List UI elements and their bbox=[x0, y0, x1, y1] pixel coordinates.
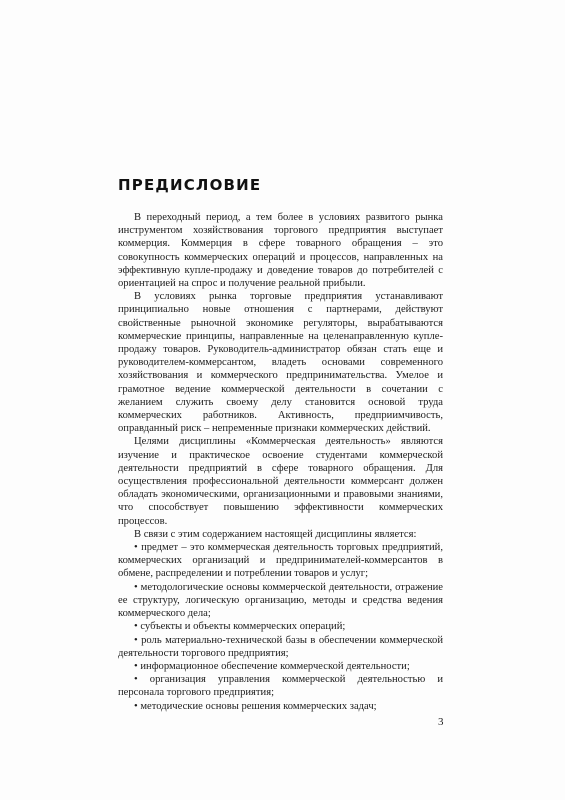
list-item: • методические основы решения коммерческих задач; bbox=[134, 700, 377, 712]
list-item: • методологические основы коммерческой деятельности, отражение ее структуру, логическую организацию, методы и средства ведения коммерческого дела; bbox=[118, 581, 443, 620]
list-item: • информационное обеспечение коммерческой деятельности; bbox=[134, 660, 410, 672]
page-number: 3 bbox=[438, 716, 444, 728]
list-item: • предмет – это коммерческая деятельность торговых предприятий, коммерческих организаций и предпринимателей-коммерсантов в обмене, распределении и потреблении товаров и услуг; bbox=[118, 542, 443, 580]
paragraph: В условиях рынка торговые предприятия устанавливают принципиально новые отношения с партнерами, действуют свойственные рыночной экономике регуляторы, вырабатываются коммерческие принципы, направленные на целенаправленную купле-продажу товаров. Руководитель-администратор обязан стать еще и руководителем-коммерсантом, владеть основами современного хозяйствования и коммерческого предпринимательства. Умелое и грамотное ведение коммерческой деятельности в сочетании с желанием служить своему делу становится основой труда коммерческих работников. Активность, предприимчивость, оправданный риск – непременные признаки коммерческих действий. bbox=[118, 291, 443, 435]
page-title: ПРЕДИСЛОВИЕ bbox=[118, 176, 262, 194]
list-item: • субъекты и объекты коммерческих операций; bbox=[134, 621, 346, 633]
paragraph: Целями дисциплины «Коммерческая деятельность» являются изучение и практическое освоение студентами коммерческой деятельности предприятий в сфере товарного обращения. Для осуществления профессиональной деятельности коммерсант должен обладать экономическими, организационными и правовыми знаниями, что способствует повышению эффективности коммерческих процессов. bbox=[118, 436, 443, 527]
list-item: • роль материально-технической базы в обеспечении коммерческой деятельности торгового предприятия; bbox=[118, 634, 443, 659]
body-text bbox=[118, 211, 443, 713]
list-item: • организация управления коммерческой деятельностью и персонала торгового предприятия; bbox=[118, 674, 443, 699]
paragraph: В переходный период, а тем более в условиях развитого рынка инструментом хозяйствования торгового предприятия выступает коммерция. Коммерция в сфере товарного обращения – это совокупность коммерческих операций и процессов, направленных на эффективную купле-продажу и доведение товаров до потребителей с ориентацией на спрос и получение реальной прибыли. bbox=[118, 212, 443, 290]
paragraph: В связи с этим содержанием настоящей дисциплины является: bbox=[134, 528, 417, 540]
